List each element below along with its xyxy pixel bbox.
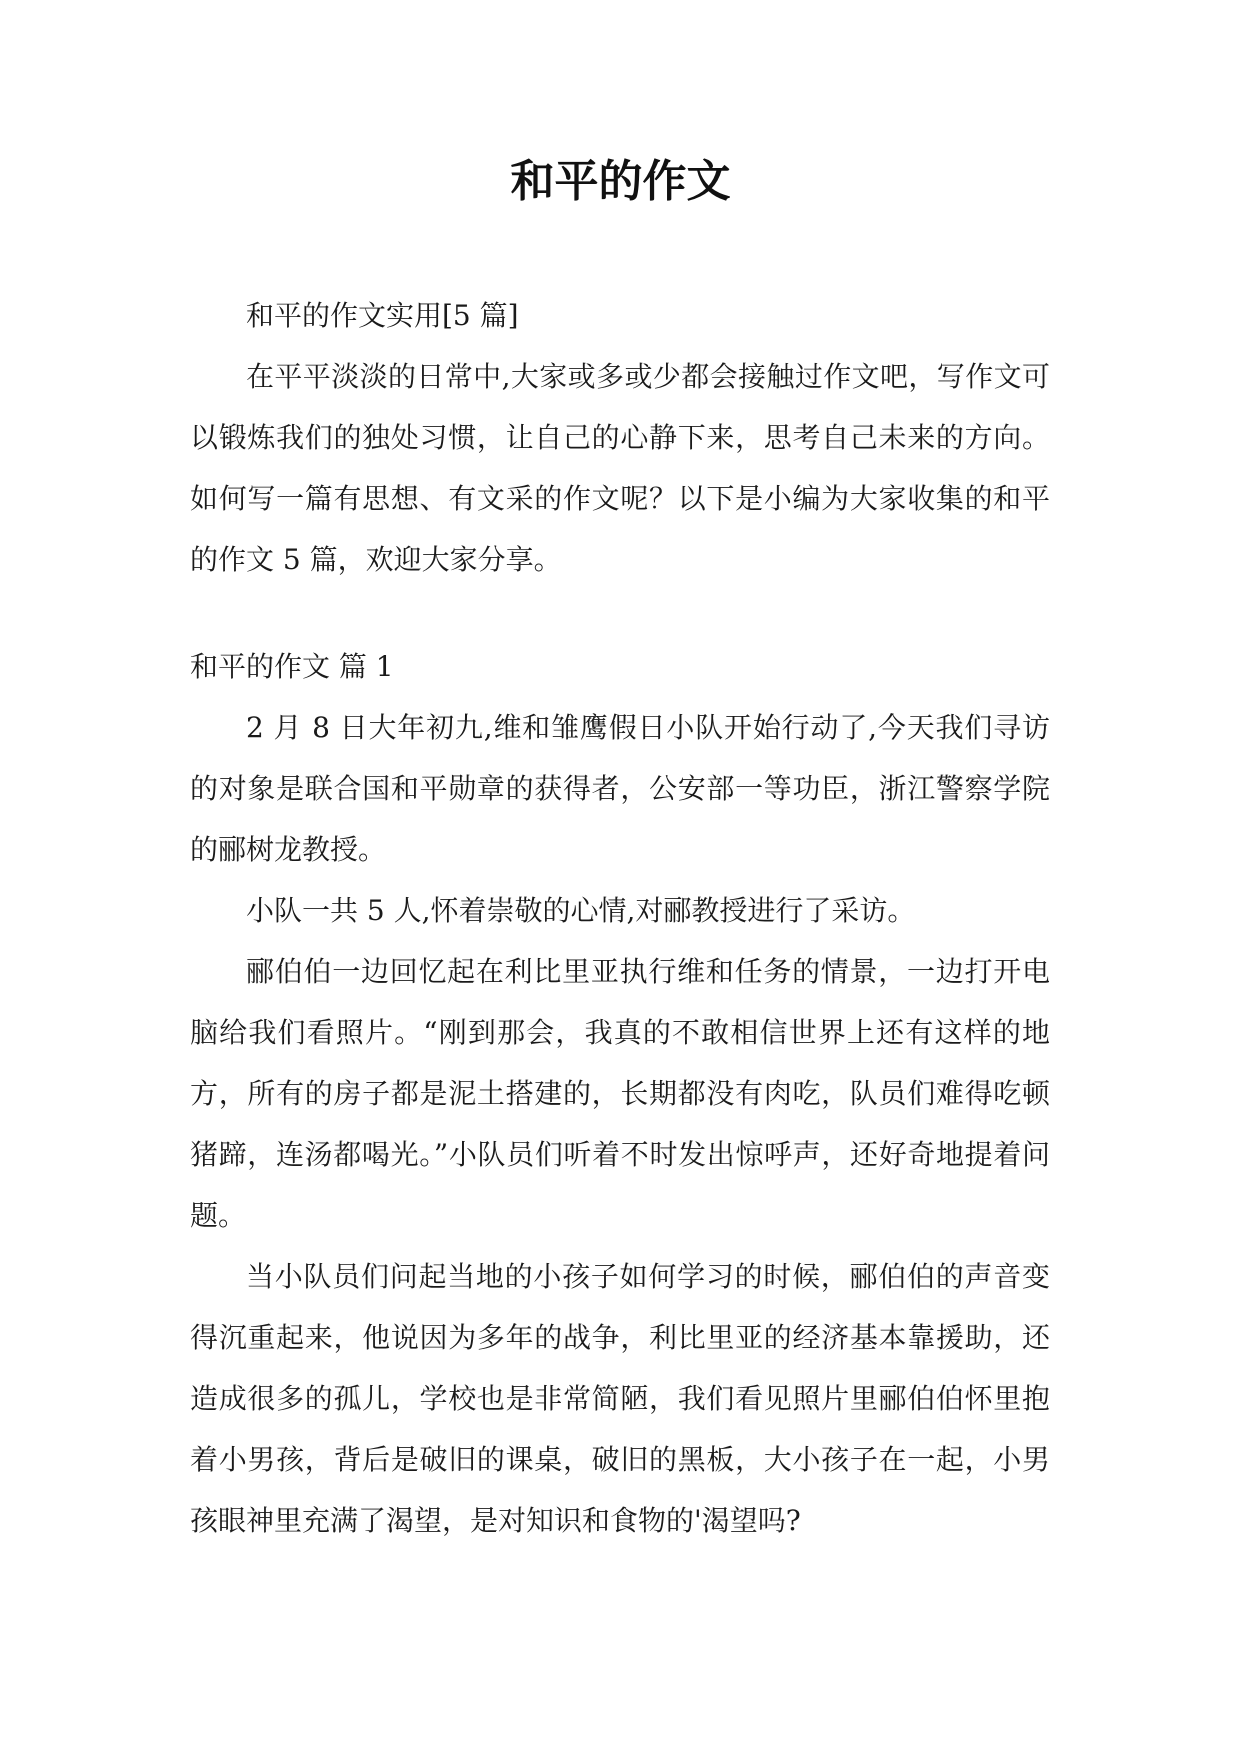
document-title: 和平的作文 [510,156,731,207]
section-heading: 和平的作文 篇 1 [190,650,394,683]
section-paragraph: 郦伯伯一边回忆起在利比里亚执行维和任务的情景，一边打开电脑给我们看照片。“刚到那会，我真的不敢相信世界上还有这样的地方，所有的房子都是泥土搭建的，长期都没有肉吃，队员们难得吃顿猪蹄，连汤都喝光。”小队员们听着不时发出惊呼声，还好奇地提着问题。 [190,955,1050,1232]
intro-block [190,285,1050,590]
document-subtitle: 和平的作文实用[5 篇] [246,299,519,332]
section-1 [190,636,1050,1551]
intro-paragraph: 在平平淡淡的日常中,大家或多或少都会接触过作文吧，写作文可以锻炼我们的独处习惯，让自己的心静下来，思考自己未来的方向。如何写一篇有思想、有文采的作文呢？以下是小编为大家收集的和平的作文 5 篇，欢迎大家分享。 [190,360,1050,576]
section-paragraph: 当小队员们问起当地的小孩子如何学习的时候，郦伯伯的声音变得沉重起来，他说因为多年的战争，利比里亚的经济基本靠援助，还造成很多的孤儿，学校也是非常简陋，我们看见照片里郦伯伯怀里抱着小男孩，背后是破旧的课桌，破旧的黑板，大小孩子在一起，小男孩眼神里充满了渴望，是对知识和食物的'渴望吗? [190,1260,1050,1537]
section-paragraph: 2 月 8 日大年初九,维和雏鹰假日小队开始行动了,今天我们寻访的对象是联合国和平勋章的获得者，公安部一等功臣，浙江警察学院的郦树龙教授。 [190,711,1050,866]
section-paragraph: 小队一共 5 人,怀着崇敬的心情,对郦教授进行了采访。 [246,894,916,927]
